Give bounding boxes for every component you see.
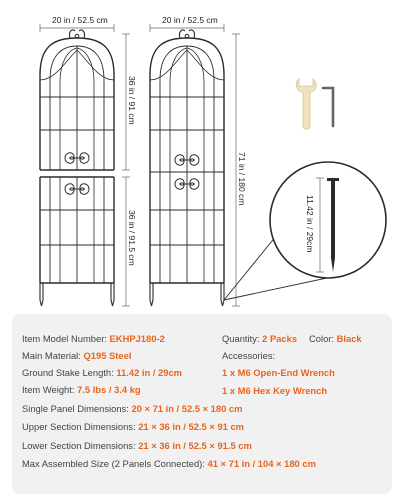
wrench-icon xyxy=(296,79,316,129)
spec-upper-value: 21 × 36 in / 52.5 × 91 cm xyxy=(138,421,245,432)
spec-single-value: 20 × 71 in / 52.5 × 180 cm xyxy=(131,403,243,414)
spec-max-label: Max Assembled Size (2 Panels Connected): xyxy=(22,458,205,469)
spec-accessory-wrench-value: 1 x M6 Open-End Wrench xyxy=(222,367,335,378)
spec-lower-value: 21 × 36 in / 52.5 × 91.5 cm xyxy=(138,440,252,451)
spec-stake-label: Ground Stake Length: xyxy=(22,367,114,378)
spec-single-panel xyxy=(22,403,242,415)
lower-section-height-label: 36 in / 91.5 cm xyxy=(127,210,137,266)
hex-key-icon xyxy=(323,88,333,126)
spec-accessories-label: Accessories: xyxy=(222,350,276,361)
spec-max-value: 41 × 71 in / 104 × 180 cm xyxy=(207,458,316,469)
stake-length-label: 11.42 in / 29cm xyxy=(305,195,315,253)
panel-width-label-right: 20 in / 52.5 cm xyxy=(162,15,218,25)
spec-stake xyxy=(22,367,182,379)
spec-color-value: Black xyxy=(336,333,362,344)
spec-stake-value: 11.42 in / 29cm xyxy=(116,367,183,378)
spec-accessory-hexkey-value: 1 x M6 Hex Key Wrench xyxy=(222,385,328,396)
specifications-panel xyxy=(12,314,392,494)
spec-accessory-wrench xyxy=(222,367,335,379)
spec-model xyxy=(22,333,165,345)
dimension-lines xyxy=(40,24,240,306)
upper-section-height-label: 36 in / 91 cm xyxy=(127,76,137,125)
spec-accessories xyxy=(222,350,275,362)
spec-weight-value: 7.5 lbs / 3.4 kg xyxy=(77,384,141,395)
spec-upper-label: Upper Section Dimensions: xyxy=(22,421,136,432)
total-height-label: 71 in / 180 cm xyxy=(237,152,247,206)
trellis-panel-left xyxy=(40,30,114,306)
spec-material-value: Q195 Steel xyxy=(83,350,132,361)
spec-color-label: Color: xyxy=(309,333,335,344)
spec-weight-label: Item Weight: xyxy=(22,384,75,395)
spec-quantity-value: 2 Packs xyxy=(262,333,298,344)
panel-width-label: 20 in / 52.5 cm xyxy=(52,15,108,25)
spec-upper-section xyxy=(22,421,244,433)
spec-lower-label: Lower Section Dimensions: xyxy=(22,440,136,451)
spec-single-label: Single Panel Dimensions: xyxy=(22,403,129,414)
spec-max-assembled xyxy=(22,458,316,470)
spec-accessory-hexkey xyxy=(222,385,327,397)
spec-material xyxy=(22,350,131,362)
spec-lower-section xyxy=(22,440,252,452)
spec-color xyxy=(309,333,362,345)
spec-quantity-label: Quantity: xyxy=(222,333,260,344)
spec-quantity xyxy=(222,333,297,345)
spec-model-value: EKHPJ180-2 xyxy=(109,333,165,344)
trellis-panel-right xyxy=(150,30,224,306)
spec-material-label: Main Material: xyxy=(22,350,81,361)
spec-weight xyxy=(22,384,141,396)
spec-model-label: Item Model Number: xyxy=(22,333,107,344)
